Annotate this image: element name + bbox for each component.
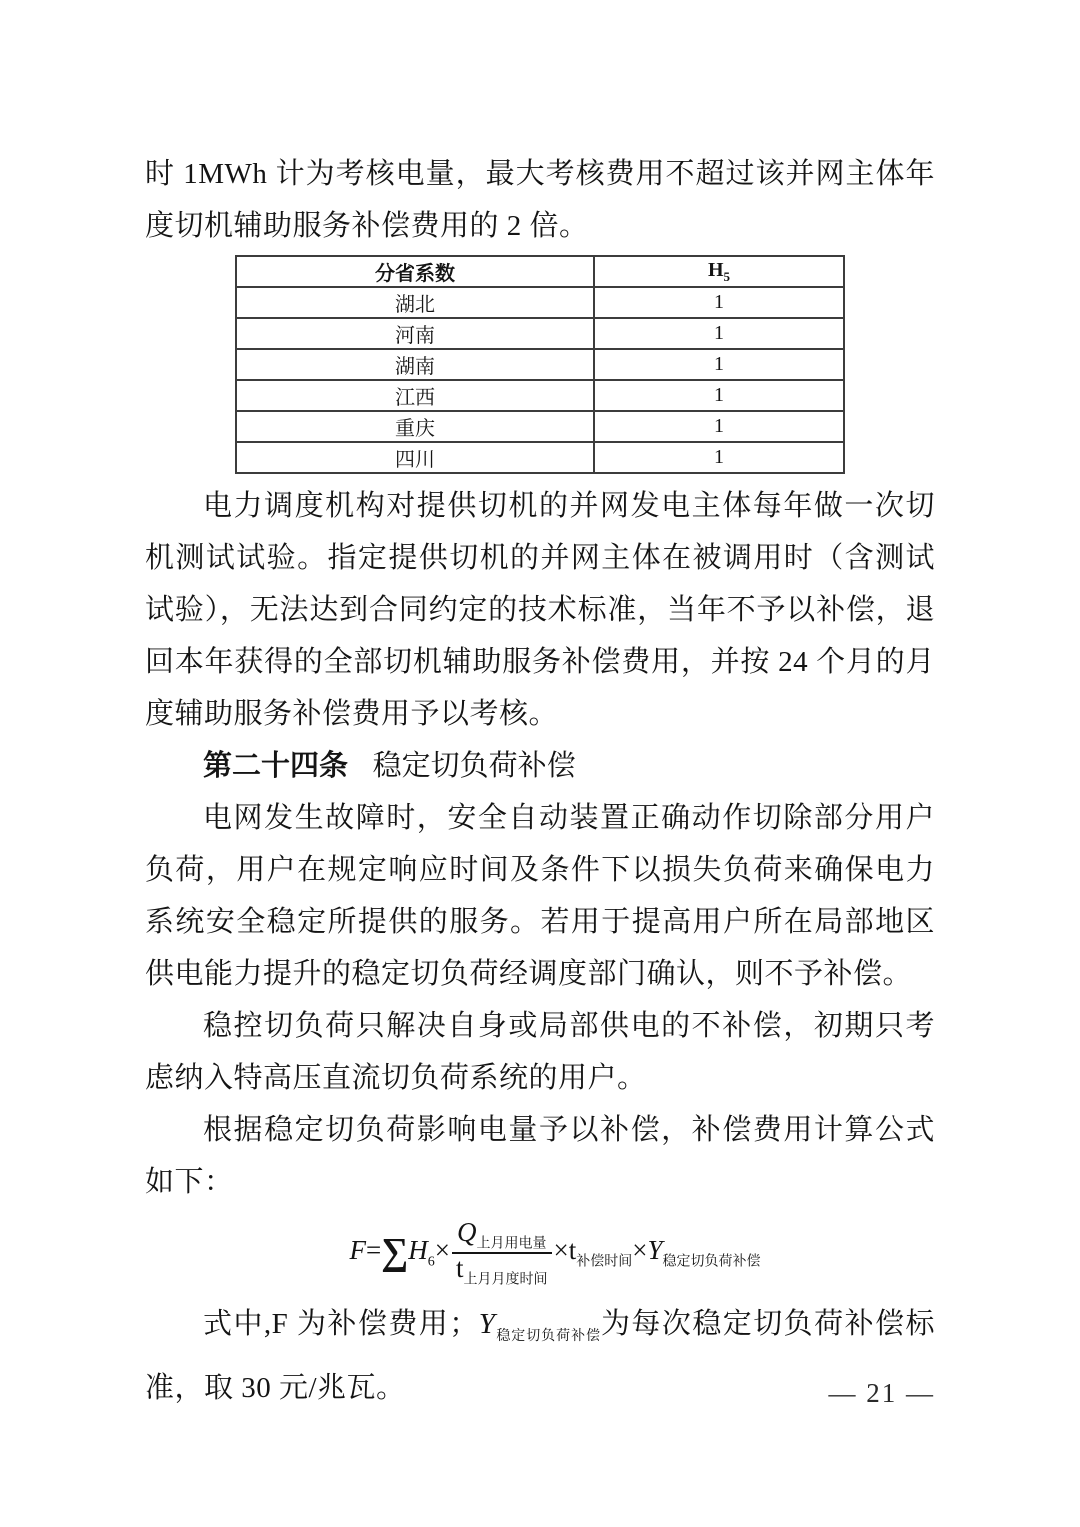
sum-symbol: ∑ (381, 1230, 409, 1273)
formula-expression (349, 1217, 761, 1288)
province-cell: 湖北 (236, 287, 594, 318)
table-row (236, 287, 844, 318)
value-cell: 1 (594, 411, 844, 442)
article-title: 稳定切负荷补偿 (372, 750, 576, 782)
formula-Q-subscript: 上月用电量 (476, 1236, 547, 1252)
paragraph-intro-continuation: 时 1MWh 计为考核电量，最大考核费用不超过该并网主体年度切机辅助服务补偿费用的 2 倍。 (145, 158, 935, 242)
table-row (236, 442, 844, 473)
article-24-heading (145, 740, 935, 792)
formula-H: H (408, 1234, 428, 1265)
paragraph-assessment: 电力调度机构对提供切机的并网发电主体每年做一次切机测试试验。指定提供切机的并网主体在被调用时（含测试试验），无法达到合同约定的技术标准，当年不予以补偿，退回本年获得的全部切机辅助服务补偿费用，并按 24 个月的月度辅助服务补偿费用予以考核。 (145, 490, 935, 730)
value-cell: 1 (594, 380, 844, 411)
formula-Q: Q (457, 1217, 477, 1247)
table-header-row (236, 256, 844, 287)
province-coefficient-table (235, 255, 845, 474)
table-row (236, 349, 844, 380)
value-cell: 1 (594, 349, 844, 380)
value-cell: 1 (594, 442, 844, 473)
inline-Y-variable (478, 1307, 601, 1344)
table-header-province-coefficient: 分省系数 (236, 256, 594, 287)
h5-base: H (707, 258, 724, 281)
province-cell: 河南 (236, 318, 594, 349)
table-header-h5 (594, 256, 844, 287)
table-row (236, 380, 844, 411)
page-number: — 21 — (828, 1378, 935, 1408)
paragraph-grid-fault: 电网发生故障时，安全自动装置正确动作切除部分用户负荷，用户在规定响应时间及条件下以损失负荷来确保电力系统安全稳定所提供的服务。若用于提高用户所在局部地区供电能力提升的稳定切负荷经调度部门确认，则不予补偿。 (145, 802, 935, 990)
formula-t-comp-subscript: 补偿时间 (576, 1254, 633, 1270)
province-cell: 重庆 (236, 411, 594, 442)
multiply-sign: × (553, 1234, 569, 1265)
formula-t-month: t (456, 1252, 464, 1283)
inline-Y-base: Y (478, 1307, 496, 1340)
province-cell: 四川 (236, 442, 594, 473)
compensation-formula (175, 1218, 935, 1288)
h5-subscript: 5 (723, 268, 731, 284)
explanation-prefix: 式中,F 为补偿费用； (203, 1307, 479, 1340)
explanation-suffix: 为每次稳定切负荷补偿标准，取 30 元/兆瓦。 (145, 1307, 935, 1405)
formula-H-subscript: 6 (427, 1254, 435, 1270)
article-number: 第二十四条 (203, 750, 349, 782)
value-cell: 1 (594, 318, 844, 349)
table-row (236, 411, 844, 442)
province-cell: 江西 (236, 380, 594, 411)
equals-sign: = (365, 1234, 382, 1265)
table-row (236, 318, 844, 349)
multiply-sign: × (434, 1234, 451, 1265)
formula-fraction (452, 1218, 552, 1288)
formula-Y: Y (647, 1234, 663, 1265)
inline-Y-subscript: 稳定切负荷补偿 (495, 1328, 601, 1344)
formula-t-month-subscript: 上月月度时间 (463, 1272, 548, 1288)
paragraph-formula-intro: 根据稳定切负荷影响电量予以补偿，补偿费用计算公式如下： (145, 1114, 935, 1198)
formula-Y-subscript: 稳定切负荷补偿 (662, 1254, 761, 1270)
value-cell: 1 (594, 287, 844, 318)
paragraph-scope: 稳控切负荷只解决自身或局部供电的不补偿，初期只考虑纳入特高压直流切负荷系统的用户。 (145, 1010, 935, 1094)
fraction-numerator (452, 1218, 552, 1252)
formula-F: F (349, 1234, 366, 1265)
multiply-sign: × (632, 1234, 648, 1265)
paragraph-explanation (145, 1298, 935, 1415)
province-cell: 湖南 (236, 349, 594, 380)
fraction-denominator (452, 1252, 552, 1288)
formula-t-comp: t (568, 1234, 577, 1265)
